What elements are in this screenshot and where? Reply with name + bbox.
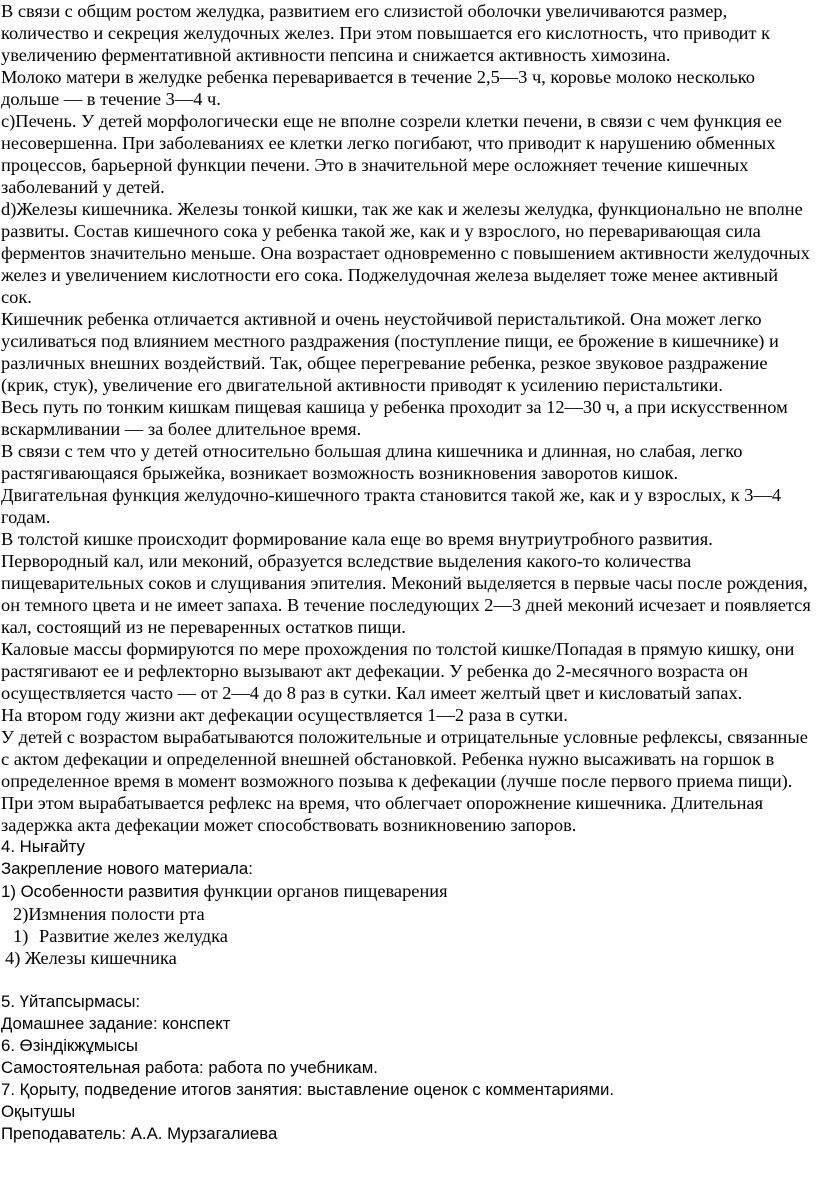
paragraph-peristalsis: Кишечник ребенка отличается активной и очень неустойчивой перистальтикой. Она может легко усиливаться под влиянием местного раздражения (поступление пищи, ее брожение в кишечнике) и различных внешних воздействий. Так, общее перегревание ребенка, резкое звуковое раздражение (крик, стук), увеличение его двигательной активности приводят к усилению перистальтики. [1, 309, 779, 395]
footer-role-kz: Оқытушы [1, 1102, 76, 1121]
paragraph-motor-function: Двигательная функция желудочно-кишечного тракта становится такой же, как и у взрослых, к 3—4 годам. [1, 485, 782, 527]
section-4-heading: 4. Нығайту [1, 837, 85, 856]
paragraph-intestinal-glands: d)Железы кишечника. Железы тонкой кишки, так же как и железы желудка, функционально не вполне развиты. Состав кишечного сока у ребенка такой же, как и у взрослого, но переваривающая сила ферментов значительно меньше. Она возрастает одновременно с повышением активности желудочных желез и увеличением кислотности его сока. Поджелудочная железа выделяет тоже менее активный сок. [1, 199, 810, 307]
paragraph-small-intestine-transit: Весь путь по тонким кишкам пищевая кашица у ребенка проходит за 12—30 ч, а при искусственном вскармливании — за более длительное время. [1, 397, 788, 439]
paragraph-second-year: На втором году жизни акт дефекации осуществляется 1—2 раза в сутки. [1, 705, 568, 725]
review-item-2: 2)Измнения полости рта [13, 904, 205, 924]
section-5-heading: 5. Үйтапсырмасы: [1, 992, 141, 1011]
paragraph-liver: c)Печень. У детей морфологически еще не вполне созрели клетки печени, в связи с чем функция ее несовершенна. При заболеваниях ее клетки легко погибают, что приводит к нарушению обменных процессов, барьерной функции печени. Это в значительной мере осложняет течение кишечных заболеваний у детей. [1, 111, 782, 197]
review-item-4: 4) Железы кишечника [5, 948, 177, 968]
section-5-text: Домашнее задание: конспект [1, 1014, 231, 1033]
section-6-text: Самостоятельная работа: работа по учебникам. [1, 1058, 378, 1077]
footer-teacher: Преподаватель: А.А. Мурзагалиева [1, 1124, 278, 1143]
paragraph-fecal-masses: Каловые массы формируются по мере прохождения по толстой кишке/Попадая в прямую кишку, они растягивают ее и рефлекторно вызывают акт дефекации. У ребенка до 2-месячного возраста он осуществляется часто — от 2—4 до 8 раз в сутки. Кал имеет желтый цвет и кисловатый запах. [1, 639, 795, 703]
section-7-heading: 7. Қорыту, подведение итогов занятия: выставление оценок с комментариями. [1, 1080, 615, 1099]
review-item-1 [1, 880, 813, 903]
section-6-heading: 6. Өзіндікжұмысы [1, 1036, 138, 1055]
paragraph-meconium: В толстой кишке происходит формирование кала еще во время внутриутробного развития. Первородный кал, или меконий, образуется вследствие выделения какого-то количества пищеварительных соков и слущивания эпителия. Меконий выделяется в первые часы после рождения, он темного цвета и не имеет запаха. В течение последующих 2—3 дней меконий исчезает и появляется кал, состоящий из не переваренных остатков пищи. [1, 529, 811, 637]
review-item-1-suffix: функции органов пищеварения [198, 881, 448, 901]
spacer [1, 969, 813, 991]
paragraph-volvulus: В связи с тем что у детей относительно большая длина кишечника и длинная, но слабая, легко растягивающаяся брыжейка, возникает возможность возникновения заворотов кишок. [1, 441, 743, 483]
review-item-3-number: 1) [13, 926, 29, 946]
review-item-3 [1, 925, 813, 947]
section-4-subheading: Закрепление нового материала: [1, 859, 253, 878]
review-item-3-text: Развитие желез желудка [39, 926, 228, 946]
review-item-1-prefix: 1) Особенности развития [1, 882, 199, 901]
paragraph-stomach-growth: В связи с общим ростом желудка, развитием его слизистой оболочки увеличиваются размер, количество и секреция желудочных желез. При этом повышается его кислотность, что приводит к увеличению ферментативной активности пепсина и снижается активность химозина. [1, 1, 771, 65]
paragraph-milk-digestion: Молоко матери в желудке ребенка переваривается в течение 2,5—3 ч, коровье молоко несколько дольше — в течение 3—4 ч. [1, 67, 755, 109]
paragraph-reflexes: У детей с возрастом вырабатываются положительные и отрицательные условные рефлексы, связанные с актом дефекации и определенной внешней обстановкой. Ребенка нужно высаживать на горшок в определенное время в момент возможного позыва к дефекации (лучше после первого приема пищи). При этом вырабатывается рефлекс на время, что облегчает опорожнение кишечника. Длительная задержка акта дефекации может способствовать возникновению запоров. [1, 727, 808, 835]
